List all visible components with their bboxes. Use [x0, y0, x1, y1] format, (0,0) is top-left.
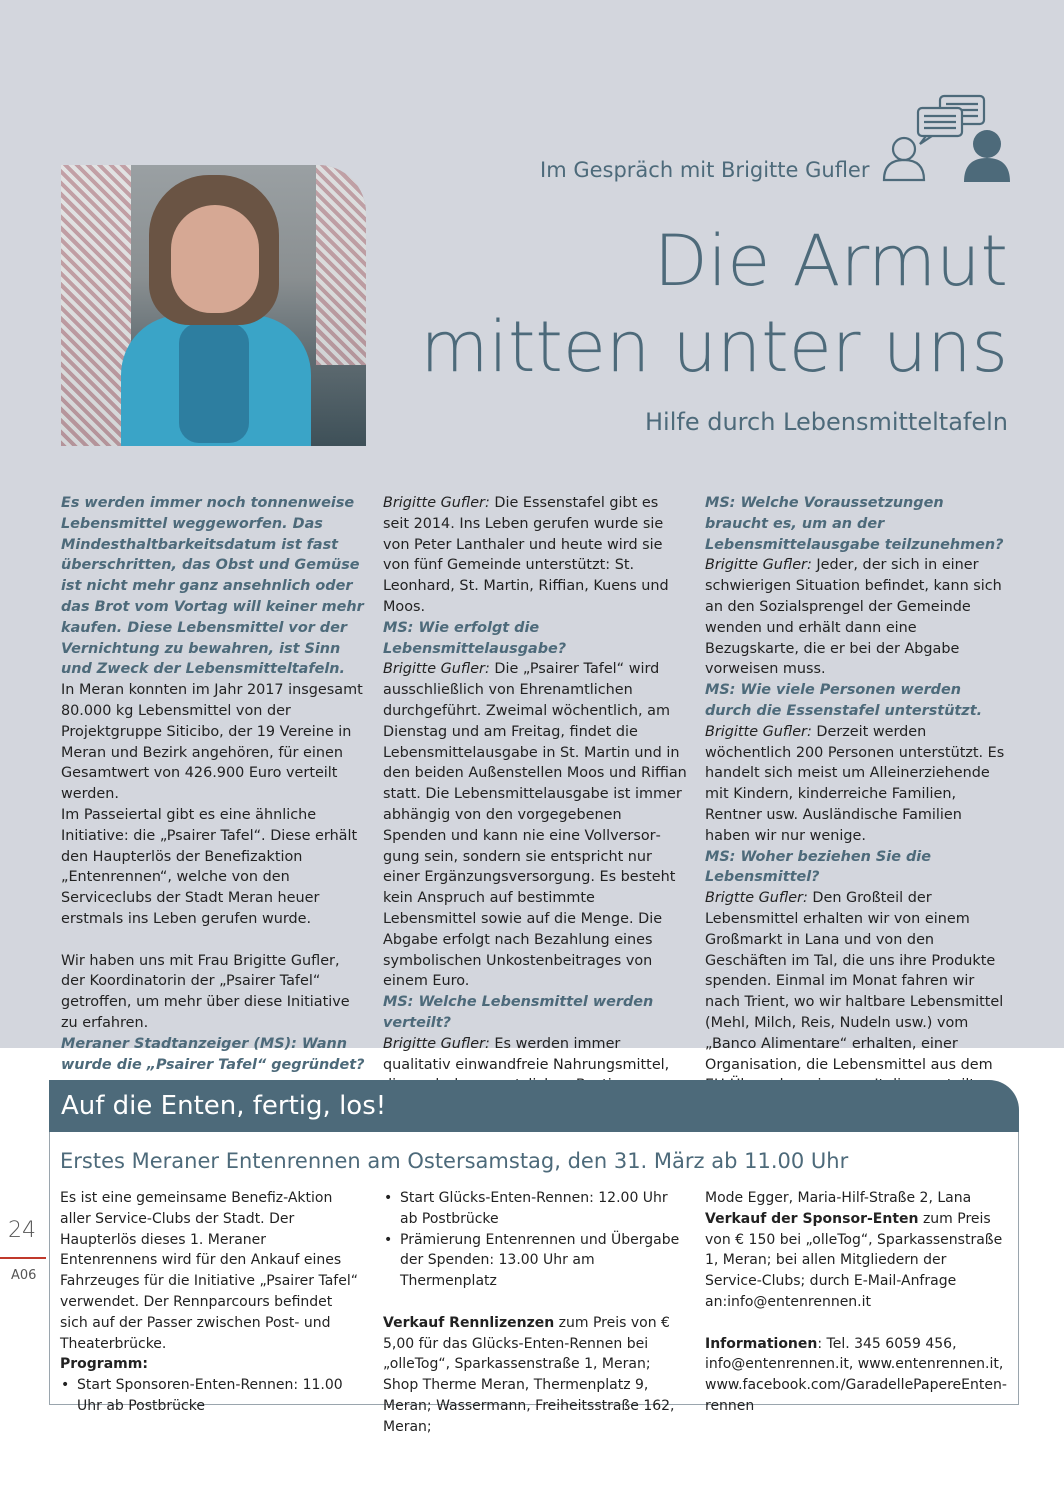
- interview-question: Meraner Stadtanzeiger (MS): Wann wurde die „Psairer Tafel“ gegründet?: [61, 1035, 365, 1073]
- programm-label: Programm:: [60, 1356, 148, 1373]
- article-column-2: [383, 493, 688, 1138]
- answer-text: Es werden immer qualitativ einwandfreie Nahrungsmittel,: [383, 1035, 670, 1073]
- list-item: • Start Glücks-Enten-Rennen: 12.00 Uhr ab Postbrücke: [383, 1188, 683, 1230]
- interview-question: MS: Welche Lebensmittel werden verteilt?: [383, 994, 654, 1031]
- answer-text: Jeder, der sich in einer schwierigen Situation befindet, kann sich an den Sozialsprengel der Gemeinde wenden und erhält dann eine Bezugskarte, die er bei der Abgabe vorweisen muss.: [705, 557, 1002, 678]
- page-code: A06: [11, 1268, 37, 1283]
- interview-answer: [383, 493, 688, 618]
- info-contact-paragraph: [705, 1334, 1005, 1417]
- lizenzen-paragraph: [383, 1313, 683, 1438]
- interview-answer: [705, 888, 1010, 1096]
- info-text: : Tel. 345 6059 456, info@entenrennen.it, www.entenrennen.it, www.facebook.com/GaradellePapereEntenrennen: [705, 1335, 1007, 1414]
- info-paragraph: Es ist eine gemeinsame Benefiz-Aktion aller Service-Clubs der Stadt. Der Haupterlös dieses 1. Meraner Entenrennens wird für den Ankauf eines Fahrzeuges für die Initiative „Psairer Tafel“ verwendet. Der Rennparcours befindet sich auf der Passer zwischen Post- und Theaterbrücke.: [60, 1190, 358, 1352]
- info-paragraph: Mode Egger, Maria-Hilf-Straße 2, Lana: [705, 1190, 972, 1206]
- paragraph: Im Passeiertal gibt es eine ähnliche Initiative: die „Psairer Tafel“. Diese erhält den Haupterlös der Benefizaktion „Entenrennen“, welche von den Serviceclubs der Stadt Meran heuer erstmals ins Leben gerufen wurde.: [61, 806, 358, 927]
- title-line-1: Die Armut: [653, 220, 1008, 302]
- answer-text: Derzeit werden wöchentlich 200 Personen unterstützt. Es handelt sich meist um Alleinerziehende mit Kindern, kinderreiche Familien, Rentner usw. Ausländische Familien haben wir nur wenige.: [705, 723, 1005, 844]
- list-item: • Start Sponsoren-Enten-Rennen: 11.00 Uhr ab Postbrücke: [60, 1375, 360, 1417]
- info-column-3: [705, 1188, 1005, 1417]
- paragraph: Wir haben uns mit Frau Brigitte Gufler, der Koordinatorin der „Psairer Tafel“ getroffen, um mehr über diese Initiative zu erfahren.: [61, 952, 350, 1031]
- lizenzen-label: Verkauf Rennlizenzen: [383, 1314, 555, 1331]
- interview-question: MS: Welche Voraussetzungen braucht es, um an der Lebensmittelausgabe teilzunehmen?: [705, 495, 1004, 553]
- speaker: Brigitte Gufler:: [383, 1035, 490, 1052]
- answer-text: Die Essenstafel gibt es seit 2014. Ins Leben gerufen wurde sie von Peter Lanthaler und heute wird sie von fünf Gemeinde unterstützt: St. Leonhard, St. Martin, Riffian, Kuens und Moos.: [383, 495, 669, 615]
- program-list: [60, 1375, 360, 1417]
- info-box-title: Auf die Enten, fertig, los!: [49, 1080, 1019, 1132]
- speaker: Brigtte Gufler:: [705, 890, 808, 907]
- speaker: Brigitte Gufler:: [705, 723, 812, 740]
- lead-paragraph: Es werden immer noch tonnenweise Lebensmittel weggeworfen. Das Mindesthaltbarkeitsdatum ist fast überschritten, das Obst und Gemüse ist nicht mehr ganz ansehnlich oder das Brot vom Vortag will keiner mehr kaufen. Diese Lebensmittel vor der Vernichtung zu bewahren, ist Sinn und Zweck der Lebensmitteltafeln.: [61, 495, 364, 678]
- conversation-icon: [880, 94, 1012, 188]
- interview-question: MS: Wie viele Personen werden durch die Essenstafel unterstützt.: [705, 682, 983, 719]
- article-title: [420, 218, 1008, 390]
- interview-answer: [383, 659, 688, 992]
- interview-question: MS: Wie erfolgt die Lebensmittelausgabe?: [383, 619, 567, 657]
- program-list: [383, 1188, 683, 1292]
- interview-answer: [705, 722, 1010, 847]
- answer-text: Den Großteil der Lebensmittel erhalten wir von einem Großmarkt in Lana und von den Geschäften im Tal, die uns ihre Produkte spenden. Einmal im Monat fahren wir nach Trient, wo wir haltbare Lebensmittel (Mehl, Milch, Reis, Nudeln usw.) vom „Banco Alimentare“ erhalten, einer Organisation, die Lebensmittel aus dem: [705, 890, 1004, 1073]
- lizenzen-text: zum Preis von € 5,00 für das Glücks-Enten-Rennen bei „olleTog“, Sparkassenstraße 1, Meran; Shop Therme Meran, Thermenplatz 9, Meran; Wassermann, Freiheitsstraße 162, Meran;: [383, 1314, 675, 1435]
- speaker: Brigitte Gufler:: [383, 495, 490, 511]
- info-box-subtitle: Erstes Meraner Entenrennen am Ostersamstag, den 31. März ab 11.00 Uhr: [60, 1149, 849, 1173]
- sponsor-label: Verkauf der Sponsor-Enten: [705, 1210, 919, 1227]
- info-label: Informationen: [705, 1335, 818, 1352]
- sponsor-text: zum Preis von € 150 bei „olleTog“, Sparkassenstraße 1, Meran; bei allen Mitgliedern der Service-Clubs; durch E-Mail-Anfrage an:info@entenrennen.it: [705, 1210, 1003, 1310]
- speaker: Brigitte Gufler:: [705, 557, 812, 574]
- article-kicker: Im Gespräch mit Brigitte Gufler: [540, 158, 870, 182]
- info-column-2: [383, 1188, 683, 1438]
- article-column-3: [705, 493, 1010, 1117]
- title-line-2: mitten unter uns: [420, 306, 1008, 388]
- interview-question: MS: Woher beziehen Sie die Lebensmittel?: [705, 848, 931, 886]
- article-subtitle: Hilfe durch Lebensmitteltafeln: [645, 408, 1008, 436]
- answer-text: Die „Psairer Tafel“ wird ausschließlich von Ehrenamtlichen durchgeführt. Zweimal wöchentlich, am Dienstag und am Freitag, findet die Lebensmittelausgabe in St. Martin und in den beiden Außenstellen Moos und Riffian statt. Die Lebensmittelausgabe ist immer abhängig von den vorgegebenen Spenden und kann nie eine Vollversorgung sein, sondern sie entspricht nur einer Ergänzungsversorgung. Es besteht kein Anspruch auf bestimmte Lebensmittel sowie auf die Menge. Die Abgabe erfolgt nach Bezahlung eines symbolischen Unkostenbeitrages von einem Euro.: [383, 661, 687, 990]
- paragraph: In Meran konnten im Jahr 2017 insgesamt 80.000 kg Lebensmittel von der Projektgruppe Siticibo, der 19 Vereine in Meran und Bezirk angehören, für einen Gesamtwert von 426.900 Euro verteilt werden.: [61, 682, 363, 803]
- page-marker-line: [0, 1257, 46, 1259]
- list-item: • Prämierung Entenrennen und Übergabe der Spenden: 13.00 Uhr am Thermenplatz: [383, 1230, 683, 1292]
- article-column-1: [61, 493, 366, 1075]
- info-column-1: [60, 1188, 360, 1417]
- portrait-photo: [61, 165, 366, 446]
- interview-answer: [705, 555, 1010, 680]
- sponsor-paragraph: [705, 1209, 1005, 1313]
- speaker: Brigitte Gufler:: [383, 661, 490, 678]
- page-number: 24: [8, 1218, 36, 1243]
